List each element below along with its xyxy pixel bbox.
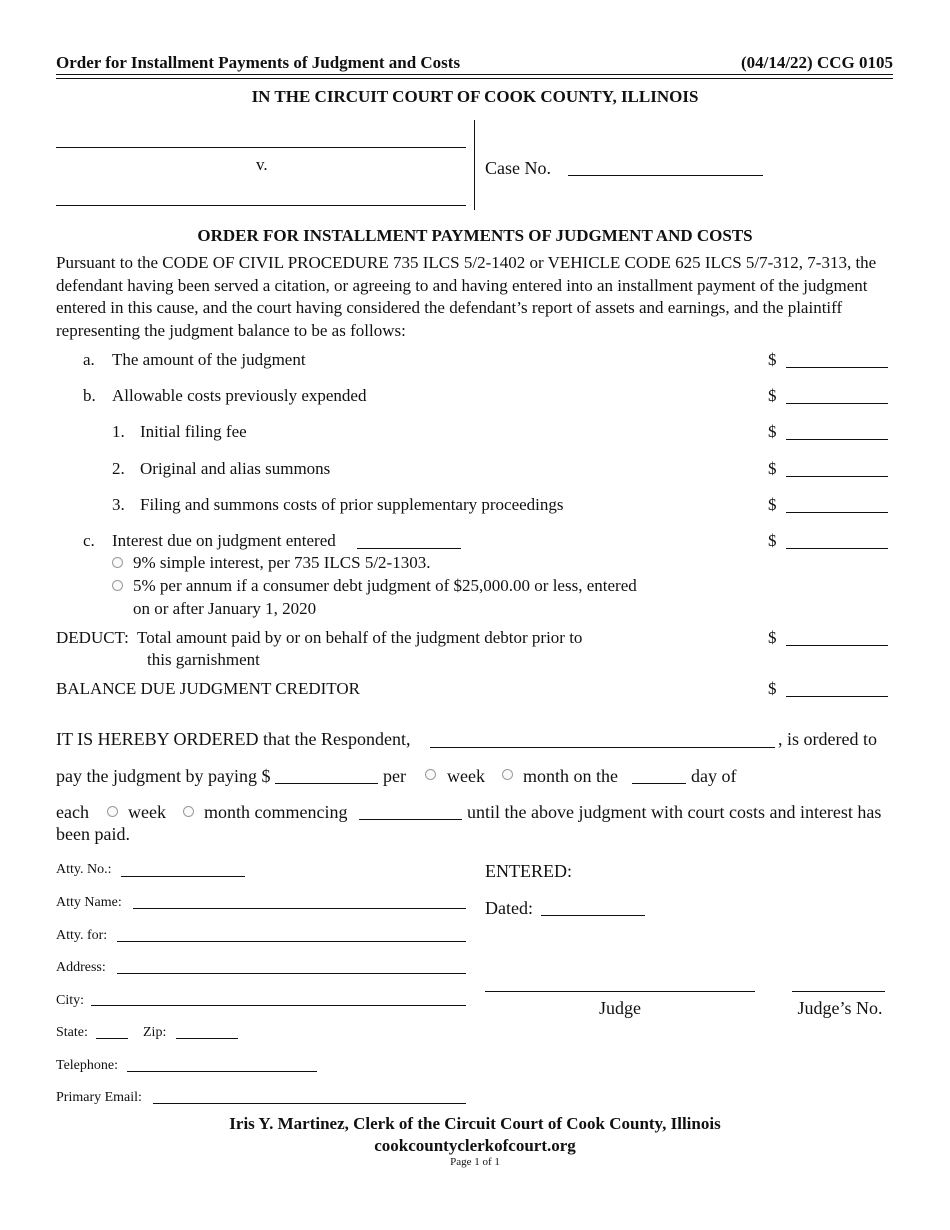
defendant-line[interactable] (56, 205, 466, 206)
per-month-radio[interactable] (502, 769, 513, 780)
each-week-label: week (128, 802, 166, 822)
email-field[interactable] (153, 1103, 466, 1104)
item-b3-amount-field[interactable] (786, 512, 888, 513)
per-label: per (383, 766, 406, 786)
state-field[interactable] (96, 1038, 128, 1039)
judge-no-label: Judge’s No. (797, 998, 883, 1018)
simple-interest-label: 9% simple interest, per 735 ILCS 5/2-1303. (133, 553, 431, 572)
atty-no-field[interactable] (121, 876, 245, 877)
city-label: City: (56, 993, 85, 1008)
deduct-label-cont: this garnishment (147, 650, 260, 669)
item-b-label: Allowable costs previously expended (112, 386, 367, 405)
item-b1-amount-field[interactable] (786, 439, 888, 440)
telephone-label: Telephone: (56, 1058, 118, 1073)
caption-divider (474, 120, 475, 210)
payment-amount-field[interactable] (275, 783, 378, 784)
item-b2-amount-field[interactable] (786, 476, 888, 477)
header-rule-top (56, 74, 893, 75)
entered-label: ENTERED: (485, 861, 572, 881)
intro-paragraph: Pursuant to the CODE OF CIVIL PROCEDURE 735 ILCS 5/2-1402 or VEHICLE CODE 625 ILCS 5/7-312, 7-313, the defendant having been served a citation, or agreeing to and having entered into an installment payment of the judgment entered in this cause, and the court having considered the defendant’s report of assets and earnings, and the plaintiff representing the judgment balance to be as follows: (56, 253, 877, 340)
judge-label: Judge (599, 998, 641, 1018)
city-field[interactable] (91, 1005, 466, 1006)
judgment-entered-date-field[interactable] (357, 548, 461, 549)
website-footer: cookcountyclerkofcourt.org (374, 1136, 576, 1155)
each-month-radio[interactable] (183, 806, 194, 817)
address-field[interactable] (117, 973, 466, 974)
item-a-dollar: $ (768, 350, 777, 369)
deduct-dollar: $ (768, 628, 777, 647)
email-label: Primary Email: (56, 1090, 142, 1105)
item-c-amount-field[interactable] (786, 548, 888, 549)
until-paid-label: until the above judgment with court costs and interest has (467, 802, 882, 822)
simple-interest-radio[interactable] (112, 557, 123, 568)
respondent-name-field[interactable] (430, 747, 775, 748)
telephone-field[interactable] (127, 1071, 317, 1072)
judge-no-line[interactable] (792, 991, 885, 992)
clerk-footer: Iris Y. Martinez, Clerk of the Circuit Court of Cook County, Illinois (229, 1114, 721, 1133)
each-label: each (56, 802, 89, 822)
order-title: ORDER FOR INSTALLMENT PAYMENTS OF JUDGMENT AND COSTS (197, 226, 753, 245)
case-no-label: Case No. (485, 158, 551, 178)
state-label: State: (56, 1025, 88, 1040)
item-a-label: The amount of the judgment (112, 350, 306, 369)
month-commencing-label: month commencing (204, 802, 348, 822)
item-b2-label: Original and alias summons (140, 459, 331, 478)
item-b1-marker: 1. (112, 422, 125, 441)
balance-amount-field[interactable] (786, 696, 888, 697)
page-number: Page 1 of 1 (450, 1156, 500, 1168)
judge-signature-line[interactable] (485, 991, 755, 992)
versus-label: v. (256, 155, 268, 174)
deduct-label: DEDUCT: Total amount paid by or on behalf of the judgment debtor prior to (56, 628, 583, 647)
atty-for-label: Atty. for: (56, 928, 108, 943)
item-b3-dollar: $ (768, 495, 777, 514)
item-b-amount-field[interactable] (786, 403, 888, 404)
order-paragraph-end: , is ordered to (778, 729, 877, 749)
form-code: (04/14/22) CCG 0105 (740, 53, 893, 72)
plaintiff-line[interactable] (56, 147, 466, 148)
item-b2-marker: 2. (112, 459, 125, 478)
item-b2-dollar: $ (768, 459, 777, 478)
order-paragraph-start: IT IS HEREBY ORDERED that the Respondent, (56, 729, 411, 749)
address-label: Address: (56, 960, 106, 975)
per-week-label: week (447, 766, 485, 786)
atty-name-field[interactable] (133, 908, 466, 909)
header-rule-bottom (56, 78, 893, 79)
item-b3-marker: 3. (112, 495, 125, 514)
item-c-marker: c. (83, 531, 95, 550)
month-on-the-label: month on the (523, 766, 618, 786)
atty-for-field[interactable] (117, 941, 466, 942)
each-week-radio[interactable] (107, 806, 118, 817)
payment-amount-label: pay the judgment by paying $ (56, 766, 271, 786)
balance-label: BALANCE DUE JUDGMENT CREDITOR (56, 679, 360, 698)
consumer-debt-interest-label-cont: on or after January 1, 2020 (133, 599, 317, 618)
court-title: IN THE CIRCUIT COURT OF COOK COUNTY, ILLINOIS (251, 87, 699, 106)
item-a-amount-field[interactable] (786, 367, 888, 368)
been-paid-label: been paid. (56, 824, 130, 844)
item-b-dollar: $ (768, 386, 777, 405)
item-b1-label: Initial filing fee (140, 422, 247, 441)
balance-dollar: $ (768, 679, 777, 698)
per-week-radio[interactable] (425, 769, 436, 780)
item-c-label: Interest due on judgment entered (112, 531, 336, 550)
case-no-field[interactable] (568, 175, 763, 176)
form-title: Order for Installment Payments of Judgment and Costs (56, 53, 461, 72)
item-c-dollar: $ (768, 531, 777, 550)
commencing-date-field[interactable] (359, 819, 462, 820)
atty-name-label: Atty Name: (56, 895, 122, 910)
payment-day-field[interactable] (632, 783, 686, 784)
deduct-amount-field[interactable] (786, 645, 888, 646)
consumer-debt-interest-label: 5% per annum if a consumer debt judgment of $25,000.00 or less, entered (133, 576, 637, 595)
day-of-label: day of (691, 766, 737, 786)
zip-field[interactable] (176, 1038, 238, 1039)
item-a-marker: a. (83, 350, 95, 369)
dated-field[interactable] (541, 915, 645, 916)
zip-label: Zip: (143, 1025, 167, 1040)
item-b-marker: b. (83, 386, 96, 405)
dated-label: Dated: (485, 898, 533, 918)
atty-no-label: Atty. No.: (56, 862, 112, 877)
item-b3-label: Filing and summons costs of prior supplementary proceedings (140, 495, 564, 514)
item-b1-dollar: $ (768, 422, 777, 441)
consumer-debt-interest-radio[interactable] (112, 580, 123, 591)
